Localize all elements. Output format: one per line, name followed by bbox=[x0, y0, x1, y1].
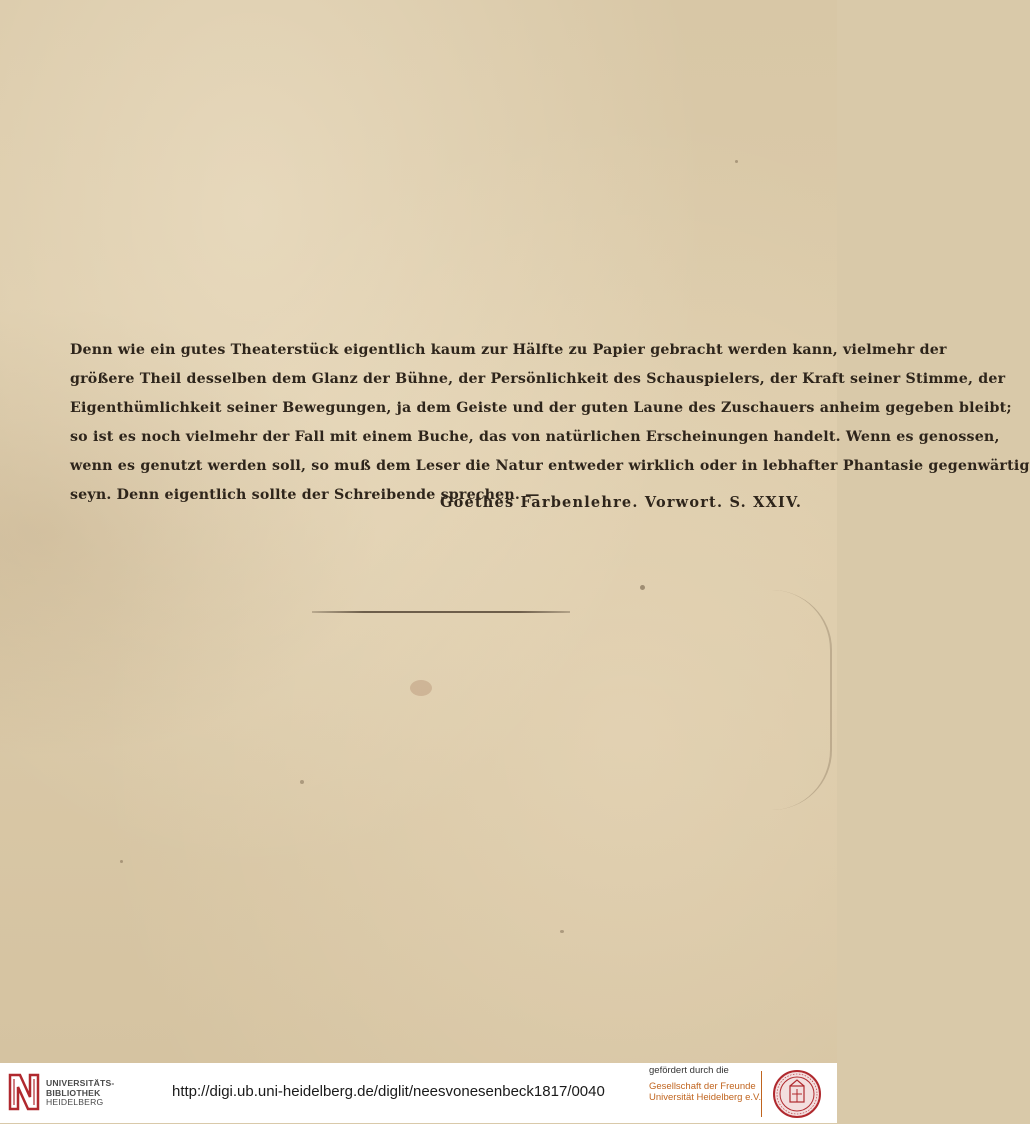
quote-block bbox=[70, 336, 1030, 510]
paper-stain bbox=[735, 160, 738, 163]
sponsor-name-line: Universität Heidelberg e.V. bbox=[649, 1092, 762, 1103]
quote-line: wenn es genutzt werden soll, so muß dem Leser die Natur entweder wirklich oder in lebhafter Phantasie gegenwärtig bbox=[70, 458, 1030, 474]
quote-line: Eigenthümlichkeit seiner Bewegungen, ja dem Geiste und der guten Laune des Zuschauers anheim gegeben bleibt; bbox=[70, 400, 1012, 416]
sponsor-name-line: Gesellschaft der Freunde bbox=[649, 1081, 756, 1092]
quote-line: Denn wie ein gutes Theaterstück eigentlich kaum zur Hälfte zu Papier gebracht werden kann, vielmehr der bbox=[70, 342, 947, 358]
logo-text-line: HEIDELBERG bbox=[46, 1097, 104, 1107]
horizontal-rule bbox=[312, 611, 570, 613]
university-seal-icon bbox=[772, 1069, 822, 1119]
sponsor-credit[interactable] bbox=[649, 1065, 762, 1103]
paper-stain bbox=[300, 780, 304, 784]
footer-bar bbox=[0, 1063, 837, 1123]
paper-stain bbox=[120, 860, 123, 863]
quote-line: seyn. Denn eigentlich sollte der Schreibende sprechen. — bbox=[70, 487, 540, 503]
university-library-logo[interactable] bbox=[8, 1071, 115, 1115]
library-logo-icon bbox=[8, 1073, 42, 1111]
quote-line: so ist es noch vielmehr der Fall mit einem Buche, das von natürlichen Erscheinungen handelt. Wenn es genossen, bbox=[70, 429, 1000, 445]
page-curl-shadow bbox=[770, 590, 832, 810]
quote-attribution: Goethes Farbenlehre. Vorwort. S. XXIV. bbox=[440, 494, 803, 511]
permalink-url[interactable]: http://digi.ub.uni-heidelberg.de/diglit/neesvonesenbeck1817/0040 bbox=[172, 1083, 605, 1100]
logo-text-line: UNIVERSITÄTS- bbox=[46, 1078, 115, 1088]
footer-divider bbox=[761, 1071, 762, 1117]
paper-stain bbox=[410, 680, 432, 696]
logo-text-line: BIBLIOTHEK bbox=[46, 1087, 101, 1098]
sponsor-intro: gefördert durch die bbox=[649, 1065, 729, 1076]
paper-stain bbox=[640, 585, 645, 590]
paper-stain bbox=[560, 930, 564, 933]
quote-line: größere Theil desselben dem Glanz der Bühne, der Persönlichkeit des Schauspielers, der Kraft seiner Stimme, der bbox=[70, 371, 1006, 387]
